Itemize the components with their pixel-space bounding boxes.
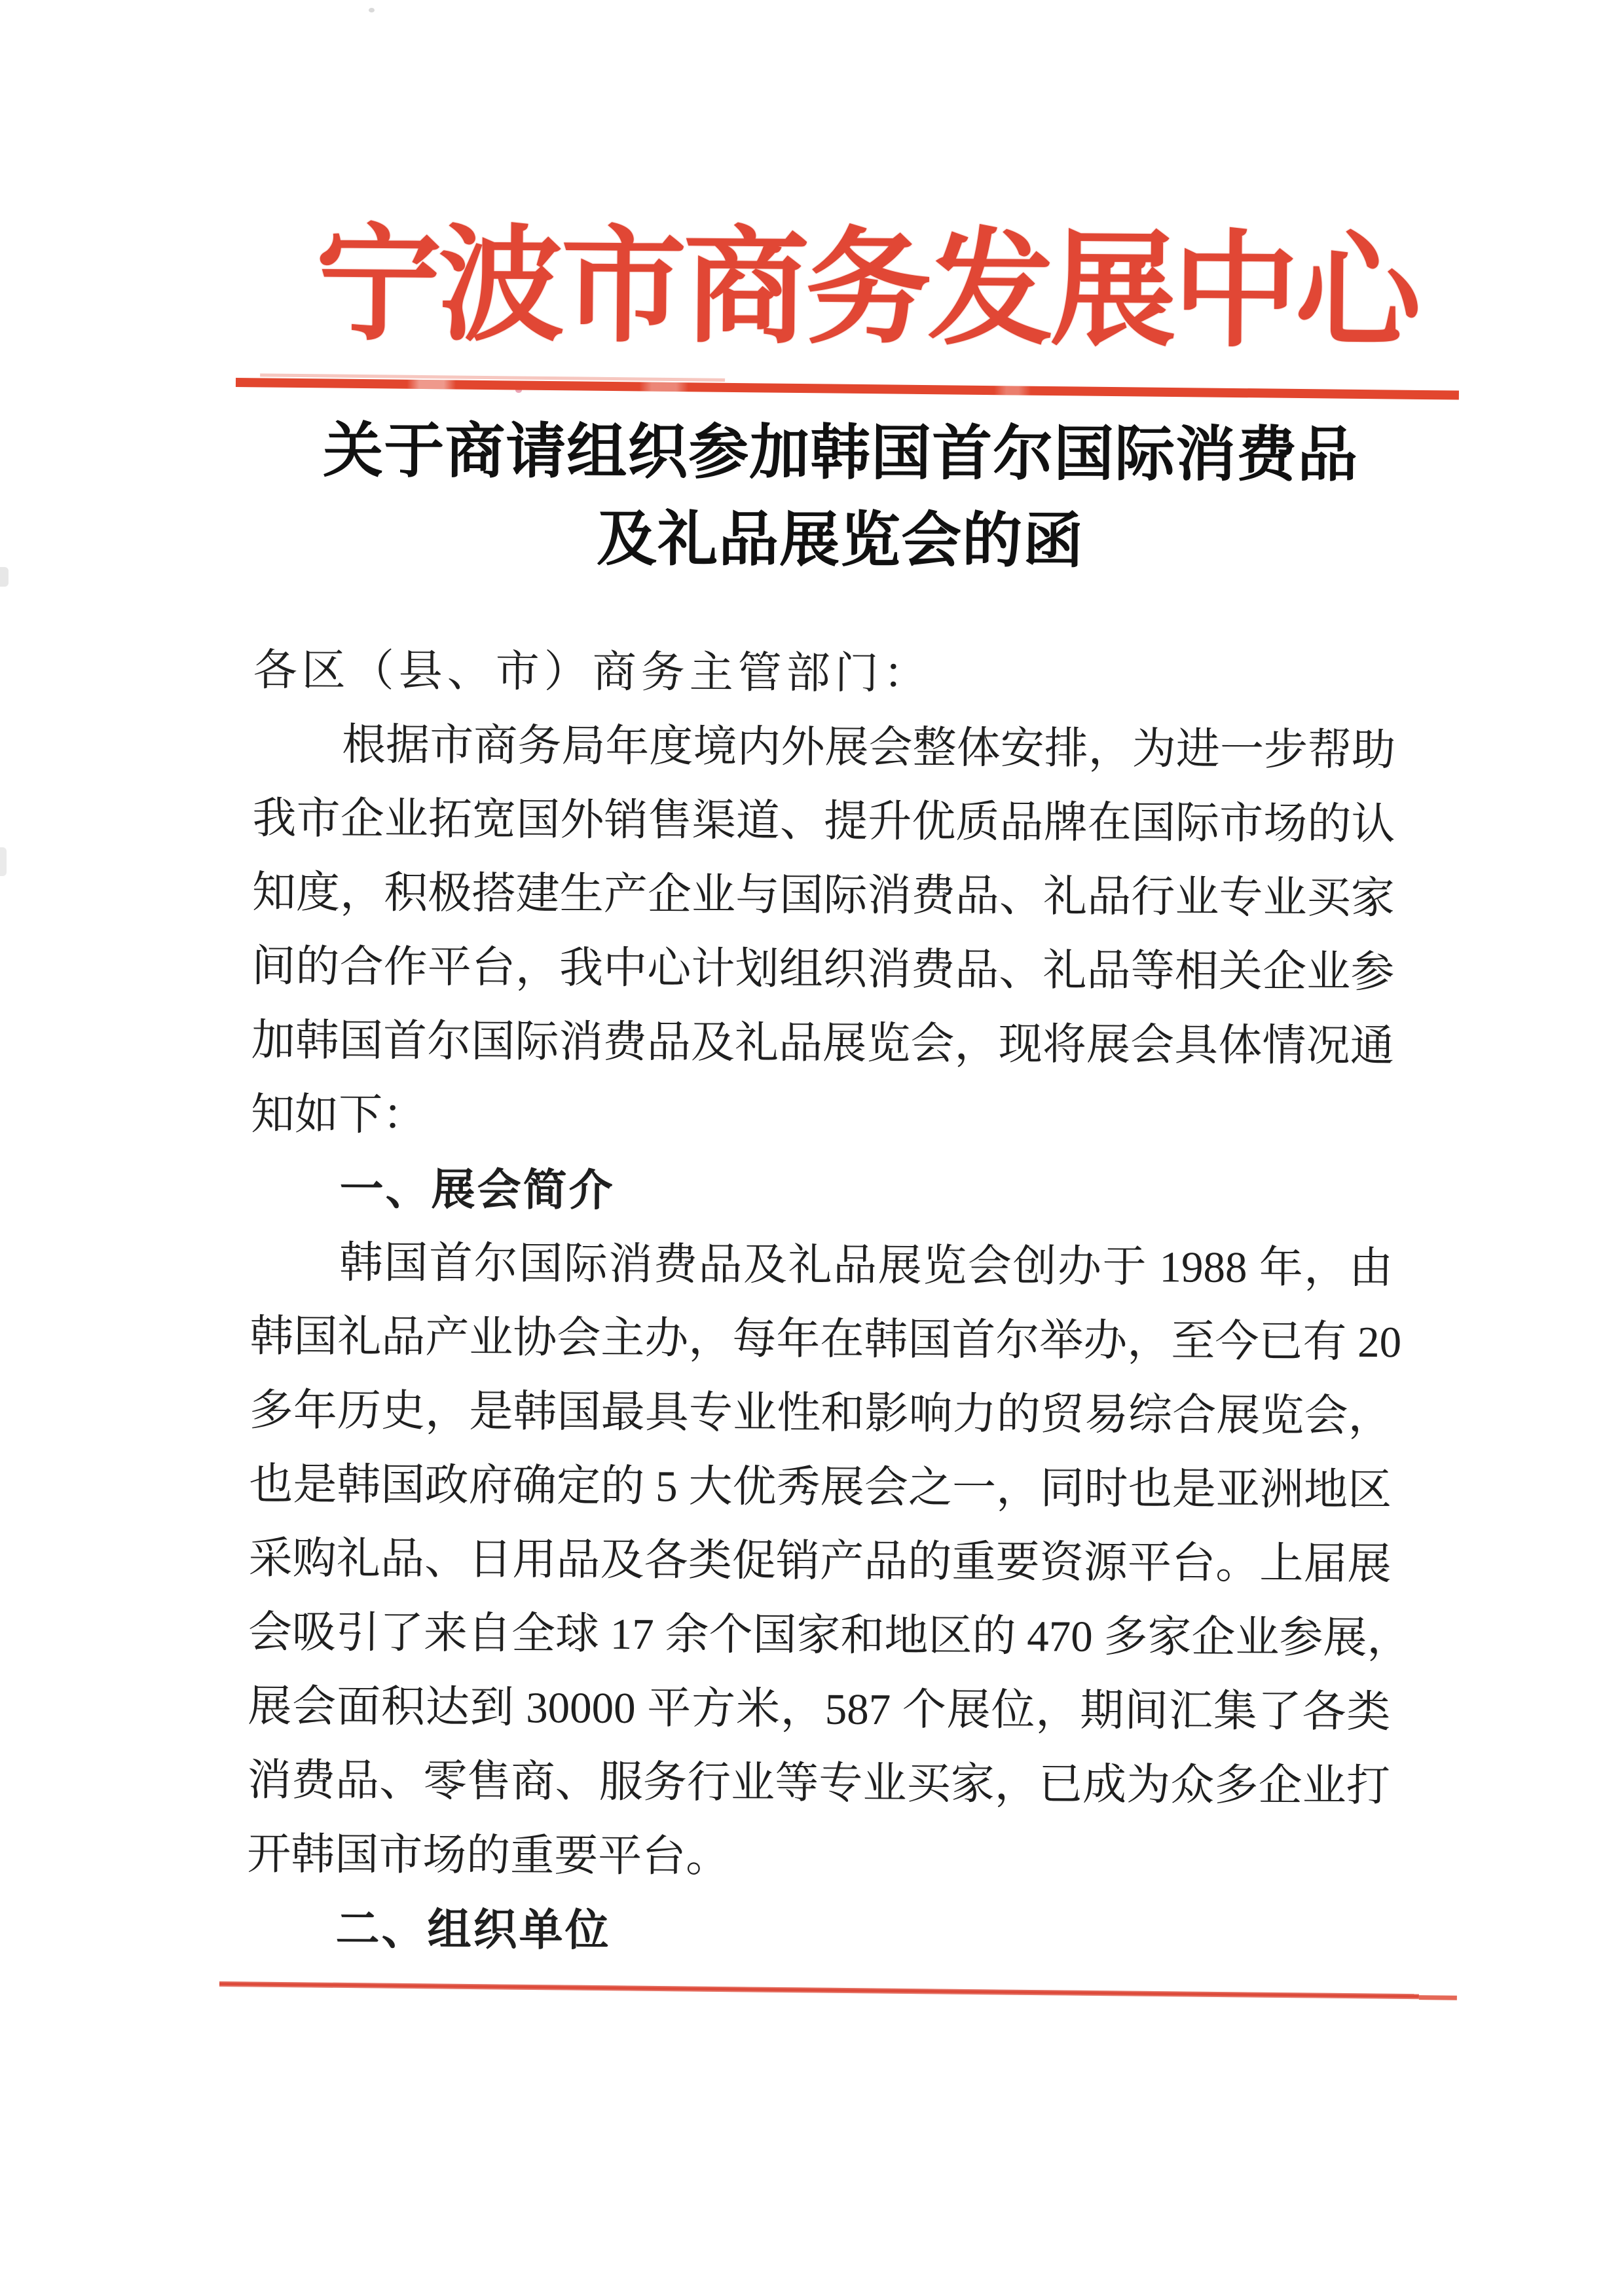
scan-artifact bbox=[0, 847, 7, 876]
body-line: 韩国首尔国际消费品及礼品展览会创办于 1988 年，由 bbox=[339, 1238, 1393, 1293]
scan-artifact bbox=[0, 567, 9, 587]
body-line: 加韩国首尔国际消费品及礼品展览会，现将展会具体情况通 bbox=[251, 1016, 1394, 1071]
scan-artifact bbox=[369, 8, 375, 12]
body-line: 采购礼品、日用品及各类促销产品的重要资源平台。上届展 bbox=[248, 1533, 1392, 1589]
document-body bbox=[246, 634, 1411, 1972]
body-line: 消费品、零售商、服务行业等专业买家，已成为众多企业打 bbox=[247, 1755, 1391, 1811]
body-line: 知如下： bbox=[250, 1090, 427, 1140]
body-line: 我市企业拓宽国外销售渠道、提升优质品牌在国际市场的认 bbox=[252, 794, 1395, 849]
body-line: 韩国礼品产业协会主办，每年在韩国首尔举办，至今已有 20 bbox=[249, 1312, 1402, 1367]
letterhead-org-name: 宁波市商务发展中心 bbox=[315, 215, 1419, 364]
body-line: 间的合作平台，我中心计划组织消费品、礼品等相关企业参 bbox=[251, 942, 1395, 997]
document-title bbox=[28, 407, 1624, 588]
section-heading: 一、展会简介 bbox=[339, 1164, 615, 1215]
body-line: 知度，积极搭建生产企业与国际消费品、礼品行业专业买家 bbox=[251, 868, 1395, 923]
document-title-line-1: 关于商请组织参加韩国首尔国际消费品 bbox=[322, 417, 1359, 489]
body-line: 也是韩国政府确定的 5 大优秀展会之一，同时也是亚洲地区 bbox=[249, 1460, 1392, 1515]
document-title-line-2: 及礼品展览会的函 bbox=[596, 505, 1084, 575]
body-line: 多年历史，是韩国最具专业性和影响力的贸易综合展览会， bbox=[249, 1386, 1392, 1441]
section-heading: 二、组织单位 bbox=[335, 1904, 611, 1955]
salutation-line: 各区（县、市）商务主管部门： bbox=[253, 646, 932, 699]
body-line: 会吸引了来自全球 17 余个国家和地区的 470 多家企业参展， bbox=[248, 1607, 1411, 1663]
body-line: 根据市商务局年度境内外展会整体安排，为进一步帮助 bbox=[341, 720, 1396, 775]
body-line: 开韩国市场的重要平台。 bbox=[247, 1829, 730, 1881]
letterhead-divider-line bbox=[236, 378, 1459, 400]
footer-divider-line bbox=[219, 1981, 1419, 1999]
body-line: 展会面积达到 30000 平方米，587 个展位，期间汇集了各类 bbox=[248, 1681, 1391, 1737]
